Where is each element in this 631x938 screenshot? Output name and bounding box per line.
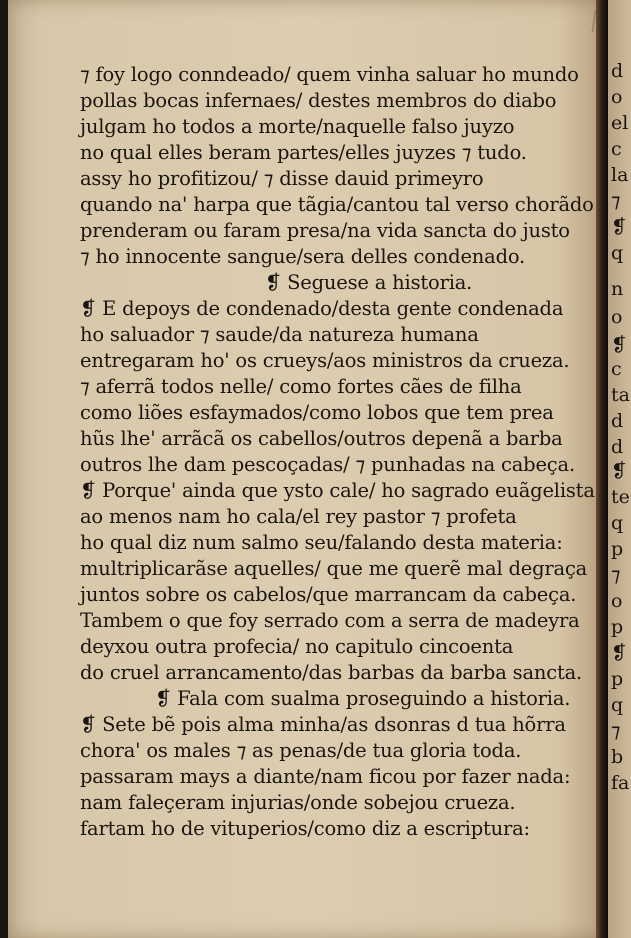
page-text [80,62,610,842]
text-line: como liões esfaymados/como lobos que tem prea [80,401,554,424]
facing-line-fragment: p [611,668,624,690]
facing-line-fragment: ⁊ [611,564,621,586]
facing-line-fragment: d [611,410,624,432]
text-line: deyxou outra profecia/ no capitulo cincoenta [80,635,514,658]
facing-line-fragment: b [611,746,624,768]
facing-page-edge [608,0,631,938]
facing-line-fragment: o [611,86,623,108]
facing-line-fragment: te [611,486,630,508]
facing-line-fragment: p [611,616,624,638]
book-page [8,0,606,938]
text-line: ⁊ foy logo conndeado/ quem vinha saluar ho mundo [80,63,579,86]
text-line: multriplicarãse aquelles/ que me querẽ mal degraça [80,557,588,580]
text-line: quando na' harpa que tãgia/cantou tal verso chorãdo [80,193,594,216]
text-line: ❡ Porque' ainda que ysto cale/ ho sagrado euãgelista [80,479,595,502]
facing-line-fragment: ❡ [611,642,627,664]
facing-line-fragment: n [611,278,624,300]
facing-line-fragment: q [611,694,624,716]
text-line: juntos sobre os cabelos/que marrancam da cabeça. [80,583,577,606]
facing-line-fragment: q [611,512,624,534]
text-line: pollas bocas infernaes/ destes membros do diabo [80,89,557,112]
text-line: assy ho profitizou/ ⁊ disse dauid primeyro [80,167,484,190]
facing-line-fragment: c [611,138,622,160]
text-line: ho qual diz num salmo seu/falando desta materia: [80,531,563,554]
book-gutter [596,0,608,938]
text-line: prenderam ou faram presa/na vida sancta do justo [80,219,570,242]
facing-line-fragment: d [611,60,624,82]
text-line: Tambem o que foy serrado com a serra de madeyra [80,609,580,632]
text-line: hũs lhe' arrãcã os cabellos/outros depenã a barba [80,427,563,450]
text-line: passaram mays a diante/nam ficou por fazer nada: [80,765,571,788]
facing-line-fragment: ⁊ [611,190,621,212]
facing-line-fragment: ⁊ [611,720,621,742]
text-line: ❡ Sete bẽ pois alma minha/as dsonras d tua hõrra [80,713,566,736]
facing-line-fragment: o [611,590,623,612]
text-line: outros lhe dam pescoçadas/ ⁊ punhadas na cabeça. [80,453,575,476]
text-line: ❡ E depoys de condenado/desta gente condenada [80,297,564,320]
text-line: ho saluador ⁊ saude/da natureza humana [80,323,479,346]
text-line: fartam ho de vituperios/como diz a escriptura: [80,817,530,840]
facing-line-fragment: p [611,538,624,560]
facing-line-fragment: o [611,306,623,328]
text-line: chora' os males ⁊ as penas/de tua gloria toda. [80,739,522,762]
text-line: ❡ Seguese a historia. [265,271,473,294]
facing-line-fragment: q [611,242,624,264]
text-line: ⁊ aferrã todos nelle/ como fortes cães de filha [80,375,522,398]
facing-line-fragment: la [611,164,629,186]
facing-line-fragment: c [611,358,622,380]
facing-line-fragment: el [611,112,629,134]
text-line: ⁊ ho innocente sangue/sera delles condenado. [80,245,526,268]
facing-line-fragment: ❡ [611,216,627,238]
text-line: ❡ Fala com sualma proseguindo a historia. [155,687,571,710]
text-line: no qual elles beram partes/elles juyzes ⁊ tudo. [80,141,527,164]
text-line: ao menos nam ho cala/el rey pastor ⁊ profeta [80,505,517,528]
facing-line-fragment: d [611,436,624,458]
facing-line-fragment: fa [611,772,630,794]
facing-line-fragment: ❡ [611,334,627,356]
facing-line-fragment: ta [611,384,630,406]
text-line: entregaram ho' os crueys/aos ministros da crueza. [80,349,570,372]
text-line: julgam ho todos a morte/naquelle falso juyzo [80,115,515,138]
facing-line-fragment: ❡ [611,460,627,482]
text-line: nam faleçeram injurias/onde sobejou crueza. [80,791,516,814]
text-line: do cruel arrancamento/das barbas da barba sancta. [80,661,583,684]
